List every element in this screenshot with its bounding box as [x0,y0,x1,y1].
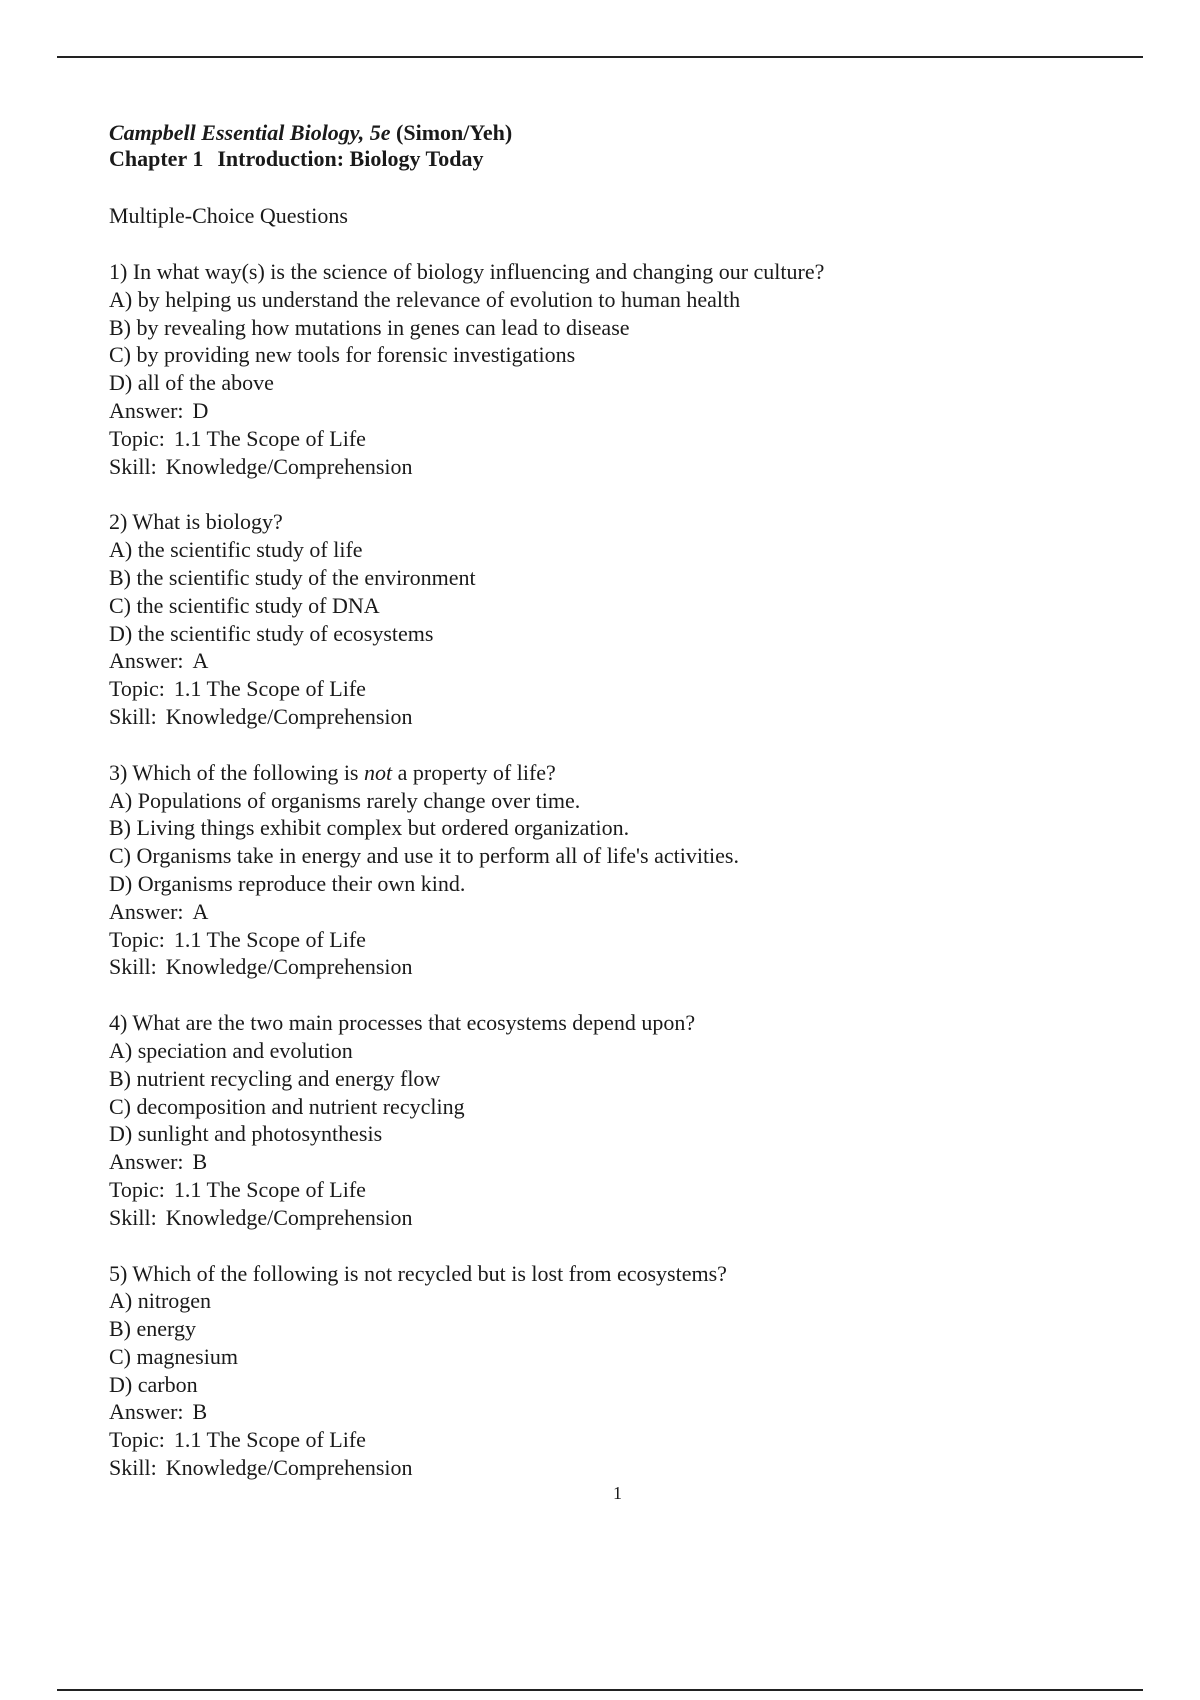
topic-line [109,675,1109,703]
section-heading: Multiple-Choice Questions [109,203,348,228]
question-stem [109,258,1109,286]
answer-line-label: Answer: [109,1149,184,1175]
answer-line [109,898,1109,926]
topic-line [109,425,1109,453]
question-block [109,508,1109,730]
skill-line [109,1204,1109,1232]
answer-line-label: Answer: [109,1399,184,1425]
skill-line [109,453,1109,481]
question-stem [109,1009,1109,1037]
document-body [109,120,1109,1482]
topic-line-value: 1.1 The Scope of Life [173,676,366,702]
chapter-title-line [109,146,1109,172]
page-number: 1 [613,1483,622,1503]
answer-option: C) by providing new tools for forensic investigations [109,342,576,368]
answer-option: B) the scientific study of the environment [109,564,476,590]
bottom-rule [57,1689,1143,1691]
answer-option: B) energy [109,1316,196,1342]
answer-option: A) Populations of organisms rarely change over time. [109,787,581,813]
topic-line [109,926,1109,954]
answer-option: D) Organisms reproduce their own kind. [109,870,466,896]
question-stem-text: 2) What is biology? [109,509,283,535]
skill-line [109,953,1109,981]
topic-line-label: Topic: [109,425,165,451]
answer-option: D) all of the above [109,370,274,396]
skill-line-value: Knowledge/Comprehension [165,954,413,980]
skill-line-label: Skill: [109,453,157,479]
skill-line-value: Knowledge/Comprehension [165,703,413,729]
answer-option: B) by revealing how mutations in genes can lead to disease [109,314,630,340]
answer-option: A) nitrogen [109,1288,212,1314]
skill-line-value: Knowledge/Comprehension [165,1204,413,1230]
topic-line-value: 1.1 The Scope of Life [173,1427,366,1453]
question-stem-emphasis: not [364,759,393,785]
answer-option: C) the scientific study of DNA [109,592,380,618]
topic-line [109,1426,1109,1454]
answer-line [109,1398,1109,1426]
topic-line-value: 1.1 The Scope of Life [173,1176,366,1202]
question-stem [109,508,1109,536]
question-stem-text: 1) In what way(s) is the science of biology influencing and changing our culture? [109,259,825,284]
answer-option: A) speciation and evolution [109,1037,353,1063]
question-block [109,1009,1109,1231]
skill-line-label: Skill: [109,954,157,980]
answer-option: C) magnesium [109,1343,238,1369]
answer-option: D) sunlight and photosynthesis [109,1121,383,1147]
answer-line-value: A [192,898,209,924]
topic-line-label: Topic: [109,1176,165,1202]
question-stem-text: 3) Which of the following is [109,759,364,785]
skill-line-label: Skill: [109,703,157,729]
book-title: Campbell Essential Biology, 5e [109,120,391,145]
topic-line-label: Topic: [109,676,165,702]
topic-line-label: Topic: [109,1427,165,1453]
answer-line-label: Answer: [109,898,184,924]
answer-option: D) carbon [109,1371,198,1397]
question-block [109,258,1109,480]
answer-option: C) Organisms take in energy and use it to perform all of life's activities. [109,843,739,869]
answer-line-value: D [192,397,209,423]
top-rule [57,56,1143,58]
book-title-line [109,120,1109,146]
answer-line-label: Answer: [109,397,184,423]
question-stem [109,1260,1109,1288]
question-block [109,1260,1109,1482]
answer-line-value: B [192,1399,208,1425]
answer-option: C) decomposition and nutrient recycling [109,1093,465,1119]
answer-line [109,1148,1109,1176]
question-stem-text: 5) Which of the following is not recycled but is lost from ecosystems? [109,1260,727,1286]
topic-line-value: 1.1 The Scope of Life [173,926,366,952]
skill-line [109,1454,1109,1482]
answer-option: D) the scientific study of ecosystems [109,620,434,646]
answer-option: B) Living things exhibit complex but ordered organization. [109,815,630,841]
answer-line-value: B [192,1149,208,1175]
topic-line [109,1176,1109,1204]
answer-line [109,647,1109,675]
question-stem [109,759,1109,787]
answer-line [109,397,1109,425]
skill-line [109,703,1109,731]
skill-line-label: Skill: [109,1455,157,1481]
question-block [109,759,1109,981]
chapter-label: Chapter 1 [109,146,204,171]
question-stem-text: 4) What are the two main processes that ecosystems depend upon? [109,1010,696,1036]
answer-option: A) the scientific study of life [109,537,363,563]
chapter-title: Introduction: Biology Today [217,146,484,171]
answer-line-label: Answer: [109,648,184,674]
skill-line-value: Knowledge/Comprehension [165,1455,413,1481]
topic-line-value: 1.1 The Scope of Life [173,425,366,451]
book-authors: (Simon/Yeh) [396,120,513,145]
question-list [109,258,1109,1482]
skill-line-label: Skill: [109,1204,157,1230]
answer-line-value: A [192,648,209,674]
answer-option: A) by helping us understand the relevance of evolution to human health [109,286,741,312]
topic-line-label: Topic: [109,926,165,952]
skill-line-value: Knowledge/Comprehension [165,453,413,479]
question-stem-text-end: a property of life? [392,759,556,785]
answer-option: B) nutrient recycling and energy flow [109,1065,441,1091]
